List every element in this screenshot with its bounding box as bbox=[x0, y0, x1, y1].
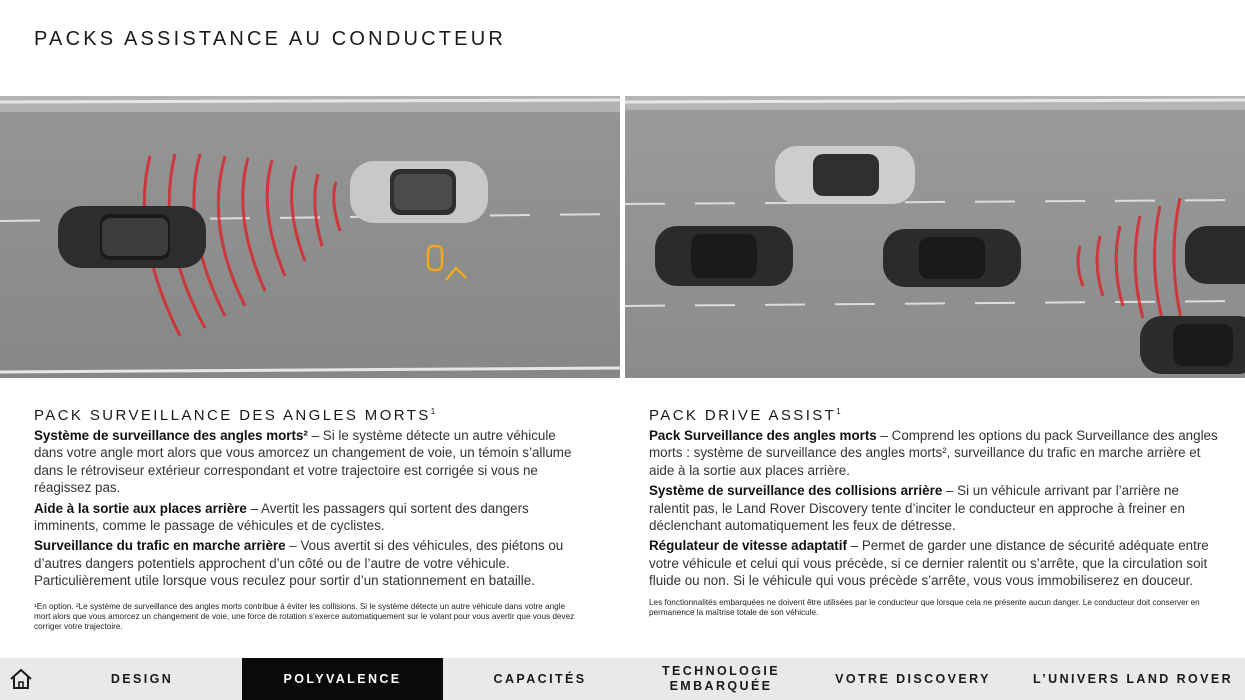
disclaimer: Les fonctionnalités embarquées ne doivent être utilisées par le conducteur que lorsque cela ne présente aucun danger. Le conducteur doit conserver en permanence la maîtrise totale de son véhicule. bbox=[649, 597, 1200, 617]
nav-design[interactable]: DESIGN bbox=[110, 671, 174, 686]
nav-polyvalence[interactable]: POLYVALENCE bbox=[242, 658, 443, 700]
page-title: PACKS ASSISTANCE AU CONDUCTEUR bbox=[34, 28, 506, 50]
feature-blind-spot: Système de surveillance des angles morts² – Si le système détecte un autre véhicule dans votre angle mort alors que vous amorcez un changement de voie, un témoin s’allume dans le rétroviseur extérieur correspondant et votre trajectoire est corrigée si vous ne réagissez pas. bbox=[34, 428, 572, 496]
blind-spot-photo bbox=[0, 96, 620, 378]
nav-univers[interactable]: L’UNIVERS LAND ROVER bbox=[1032, 671, 1234, 686]
footnote: ¹En option. ²Le système de surveillance des angles morts contribue à éviter les collisions. Si le système détecte un autre véhicule dans votre angle mort alors que vous amorcez un changement de voie, une force de rotation s’exerce automatiquement sur le volant pour vous avertir que vous devez corriger votre trajectoire. bbox=[34, 601, 575, 632]
drive-assist-pack bbox=[649, 407, 1219, 618]
feature-adaptive-cruise: Régulateur de vitesse adaptatif – Permet de garder une distance de sécurité adéquate entre votre véhicule et celui qui vous précède, si ce dernier ralentit ou s’arrête, que la circulation soit fluide ou non. Si le véhicule qui vous précède s’arrête, vous vous immobiliserez en douceur. bbox=[649, 538, 1209, 589]
feature-rear-collision: Système de surveillance des collisions arrière – Si un véhicule arrivant par l’arrière ne ralentit pas, le Land Rover Discovery tente d’inciter le conducteur en approche à freiner en déclenchant automatiquement les feux de détresse. bbox=[649, 483, 1185, 534]
home-button[interactable] bbox=[0, 658, 42, 700]
nav-votre-discovery[interactable]: VOTRE DISCOVERY bbox=[835, 671, 991, 686]
pack-title: PACK SURVEILLANCE DES ANGLES MORTS$^1$ bbox=[34, 407, 436, 424]
pack-title: PACK DRIVE ASSIST$^1$ bbox=[649, 407, 841, 424]
feature-blind-spot-pack: Pack Surveillance des angles morts – Comprend les options du pack Surveillance des angles morts : système de surveillance des angles morts², surveillance du trafic en marche arrière et aide à la sortie aux places arrière. bbox=[649, 428, 1218, 478]
bottom-nav bbox=[0, 658, 1245, 700]
feature-exit-assist: Aide à la sortie aux places arrière – Avertit les passagers qui sortent des dangers imminents, comme le passage de véhicules et de cyclistes. bbox=[34, 500, 529, 534]
collision-monitor-photo bbox=[625, 96, 1245, 378]
blind-spot-pack bbox=[34, 407, 582, 632]
nav-capacites[interactable]: CAPACITÉS bbox=[493, 671, 587, 686]
home-icon bbox=[9, 668, 33, 690]
nav-technologie[interactable]: TECHNOLOGIE EMBARQUÉE bbox=[661, 664, 781, 693]
feature-rear-traffic: Surveillance du trafic en marche arrière – Vous avertit si des véhicules, des piétons ou d’autres dangers potentiels approchent d’un côté ou de l’autre de votre véhicule. Particulièrement utile lorsque vous reculez pour sortir d’un stationnement en bataille. bbox=[34, 538, 564, 589]
